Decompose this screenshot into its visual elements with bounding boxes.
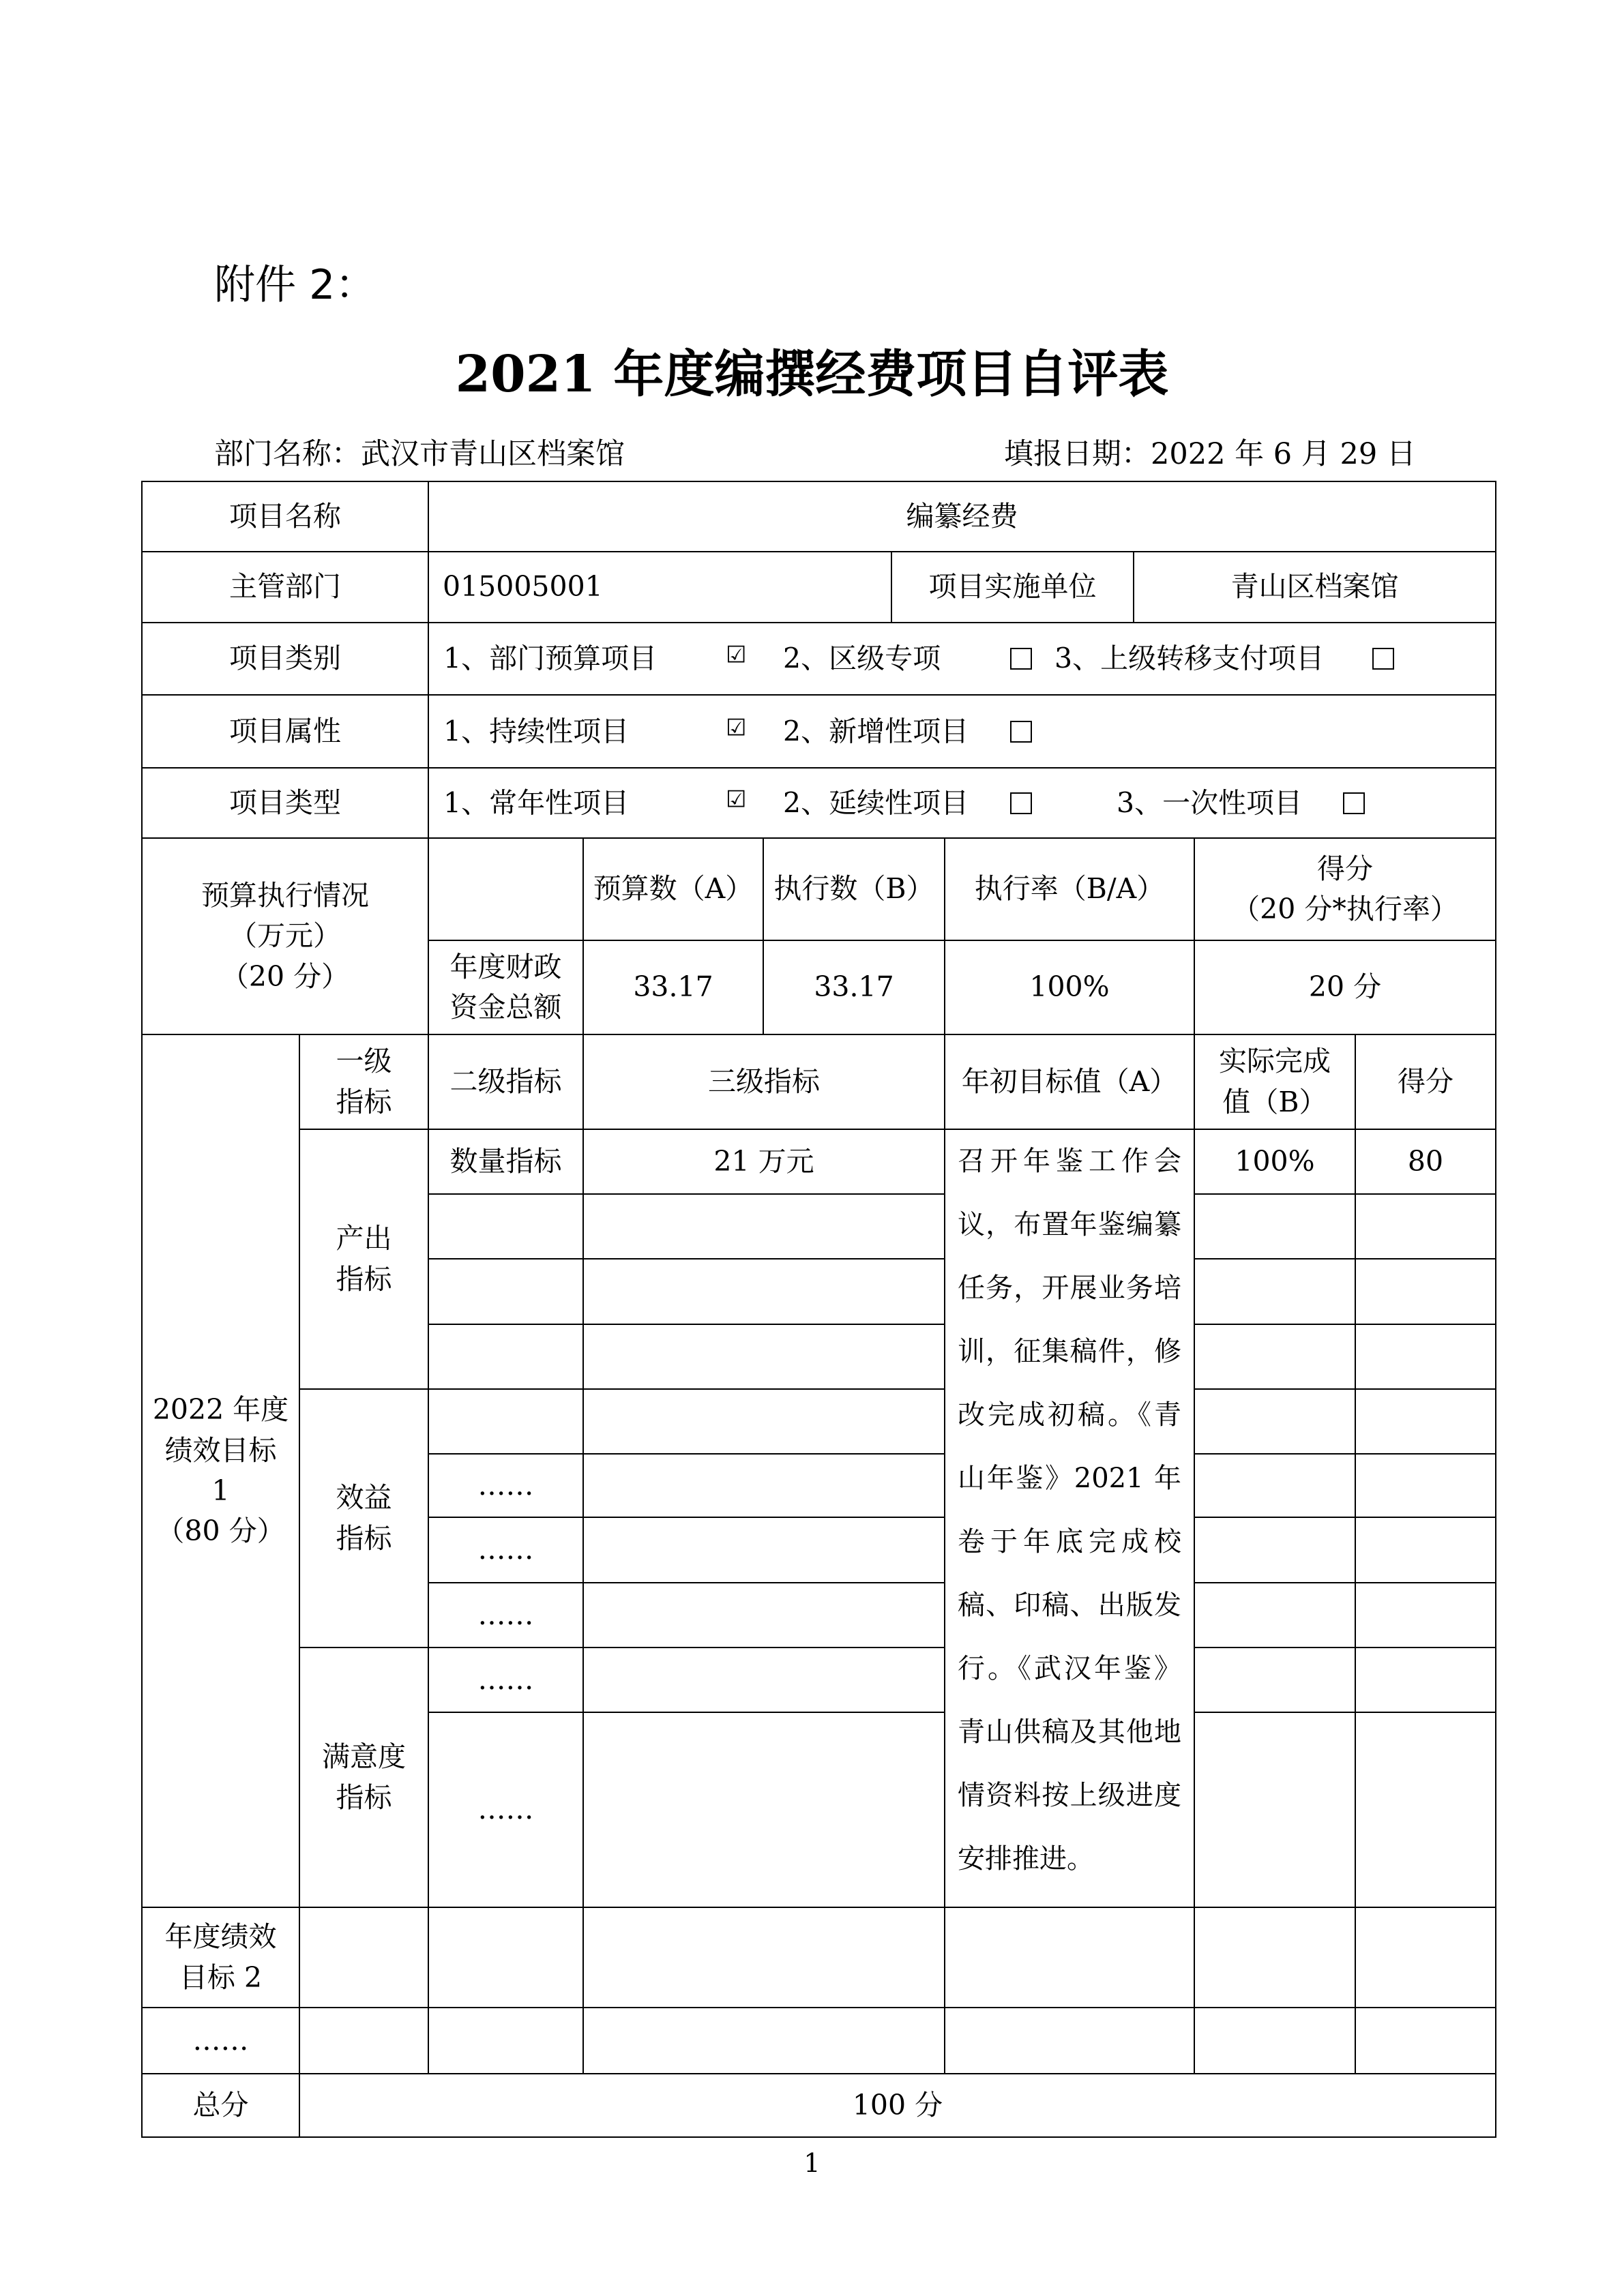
rate-value [944,940,1195,1035]
label-total [141,2073,300,2138]
label-goal-1 [141,1034,300,1908]
empty-cell [582,2007,945,2074]
header-budget-text: 预算数（A） [593,872,754,906]
label-more-goals [141,2007,300,2074]
level2-indicator-text: …… [477,1598,534,1631]
level2-indicator [428,1712,584,1908]
project-name-value [428,481,1496,552]
indicator-score [1355,1258,1496,1325]
empty-cell [582,1907,945,2008]
level2-indicator [428,1647,584,1713]
indicator-score [1355,1712,1496,1908]
project-attribute-options [428,694,1496,769]
label-annual-funds-text: 年度财政 资金总额 [449,950,562,1024]
header-budget [582,837,764,941]
department-code [428,551,892,623]
indicator-score [1355,1647,1496,1713]
level2-indicator-text: …… [477,1533,534,1566]
label-satisfaction [299,1647,429,1908]
level3-indicator [582,1388,945,1455]
impl-unit-value [1133,551,1496,623]
label-output [299,1129,429,1390]
level2-indicator [428,1517,584,1583]
label-project-name-text: 项目名称 [229,499,341,533]
indicator-score-text: 80 [1407,1144,1444,1178]
header-indicator-score-text: 得分 [1398,1064,1453,1098]
label-goal-2 [141,1907,300,2008]
option-label: 2、新增性项目 [783,714,969,747]
report-date: 填报日期：2022 年 6 月 29 日 [1004,437,1416,471]
label-project-type [141,767,429,839]
executed-value-text: 33.17 [814,970,894,1004]
attachment-label: 附件 2： [214,261,377,309]
indicator-score [1355,1129,1496,1195]
indicator-score [1355,1388,1496,1455]
header-level3-text: 三级指标 [708,1064,820,1098]
empty-cell [299,1907,429,2008]
level3-indicator [582,1129,945,1195]
checked-checkbox-icon[interactable]: ☑ [726,713,747,741]
project-type-options [428,767,1496,839]
level2-indicator-text: …… [477,1793,534,1826]
level2-indicator [428,1258,584,1325]
header-level2 [428,1034,584,1130]
actual-value-text: 100% [1235,1144,1315,1178]
level2-indicator-text: …… [477,1663,534,1696]
level2-indicator [428,1324,584,1390]
empty-cell [1355,1907,1496,2008]
indicator-score [1355,1453,1496,1518]
target-description-text: 召开年鉴工作会议，布置年鉴编纂任务，开展业务培训，征集稿件，修改完成初稿。《青山年鉴》2021 年卷于年底完成校稿、印稿、出版发行。《武汉年鉴》青山供稿及其他地情资料按上级进度安排推进。 [958,1146,1181,1875]
level2-indicator-text: 数量指标 [449,1144,562,1178]
checked-checkbox-icon[interactable]: ☑ [726,785,747,813]
header-actual-text: 实际完成 值（B） [1219,1045,1331,1118]
option-label: 3、一次性项目 [1117,786,1303,819]
empty-cell [428,2007,584,2074]
header-level2-text: 二级指标 [449,1064,562,1098]
label-budget-execution [141,837,429,1035]
level3-indicator [582,1324,945,1390]
level2-indicator [428,1129,584,1195]
option-label: 2、延续性项目 [783,786,969,819]
level2-indicator [428,1453,584,1518]
header-level1-text: 一级 指标 [336,1045,392,1118]
label-output-text: 产出 指标 [336,1222,392,1296]
impl-unit-value-text: 青山区档案馆 [1230,570,1399,603]
actual-value [1194,1129,1356,1195]
level3-indicator [582,1712,945,1908]
header-score [1194,837,1496,941]
option-label: 1、常年性项目 [443,786,630,819]
header-executed-text: 执行数（B） [773,872,934,906]
total-value [299,2073,1496,2138]
label-more-goals-text: …… [192,2023,249,2057]
page-number: 1 [803,2148,821,2178]
level3-indicator [582,1453,945,1518]
executed-value [763,940,945,1035]
empty-cell [944,2007,1195,2074]
header-rate [944,837,1195,941]
option-label: 1、部门预算项目 [443,642,658,675]
empty-cell [1355,2007,1496,2074]
label-project-type-text: 项目类型 [229,786,341,819]
header-target [944,1034,1195,1130]
label-budget-execution-text: 预算执行情况 （万元） （20 分） [201,878,369,993]
header-score-text: 得分 （20 分*执行率） [1232,852,1458,925]
actual-value [1194,1453,1356,1518]
level3-indicator [582,1582,945,1648]
indicator-score [1355,1193,1496,1259]
empty-cell [299,2007,429,2074]
level2-indicator [428,1193,584,1259]
header-level3 [582,1034,945,1130]
rate-value-text: 100% [1029,970,1110,1004]
label-project-category [141,622,429,696]
label-project-attribute-text: 项目属性 [229,714,341,747]
level3-indicator [582,1647,945,1713]
empty-cell [1194,1907,1356,2008]
actual-value [1194,1324,1356,1390]
budget-score-value [1194,940,1496,1035]
actual-value [1194,1517,1356,1583]
option-label: 1、持续性项目 [443,714,630,747]
level2-indicator-text: …… [477,1468,534,1502]
indicator-score [1355,1324,1496,1390]
actual-value [1194,1388,1356,1455]
header-target-text: 年初目标值（A） [961,1064,1178,1098]
header-indicator-score [1355,1034,1496,1130]
checked-checkbox-icon[interactable]: ☑ [726,641,747,669]
label-impl-unit [891,551,1134,623]
actual-value [1194,1258,1356,1325]
indicator-score [1355,1517,1496,1583]
header-executed [763,837,945,941]
option-label: 2、区级专项 [783,642,941,675]
empty-cell [428,837,584,941]
empty-cell [944,1907,1195,2008]
project-name-value-text: 编纂经费 [906,499,1018,533]
actual-value [1194,1582,1356,1648]
total-value-text: 100 分 [852,2088,943,2121]
label-project-name [141,481,429,552]
budget-value [582,940,764,1035]
target-description [944,1129,1195,1908]
unchecked-checkbox-icon[interactable] [1010,792,1032,814]
label-benefit [299,1388,429,1648]
label-goal-1-text: 2022 年度 绩效目标 1 （80 分） [152,1393,289,1548]
project-category-options [428,622,1496,696]
budget-score-value-text: 20 分 [1308,970,1382,1004]
empty-cell [428,1907,584,2008]
header-actual [1194,1034,1356,1130]
actual-value [1194,1193,1356,1259]
department-name: 部门名称：武汉市青山区档案馆 [214,437,625,471]
actual-value [1194,1647,1356,1713]
option-label: 3、上级转移支付项目 [1054,642,1325,675]
label-impl-unit-text: 项目实施单位 [928,570,1097,603]
empty-cell [1194,2007,1356,2074]
actual-value [1194,1712,1356,1908]
level3-indicator [582,1258,945,1325]
label-goal-2-text: 年度绩效 目标 2 [164,1920,277,1994]
label-department [141,551,429,623]
level2-indicator [428,1388,584,1455]
label-annual-funds [428,940,584,1035]
level3-indicator-text: 21 万元 [713,1144,814,1178]
unchecked-checkbox-icon[interactable] [1343,792,1365,814]
budget-value-text: 33.17 [633,970,713,1004]
label-department-text: 主管部门 [229,570,341,603]
label-total-text: 总分 [192,2088,249,2121]
unchecked-checkbox-icon[interactable] [1372,648,1394,670]
label-project-attribute [141,694,429,769]
level2-indicator [428,1582,584,1648]
label-satisfaction-text: 满意度 指标 [322,1740,406,1814]
header-level1 [299,1034,429,1130]
indicator-score [1355,1582,1496,1648]
level3-indicator [582,1517,945,1583]
page-title: 2021 年度编撰经费项目自评表 [455,345,1169,404]
label-benefit-text: 效益 指标 [336,1481,392,1555]
unchecked-checkbox-icon[interactable] [1010,648,1032,670]
header-rate-text: 执行率（B/A） [974,872,1165,906]
department-code-text: 015005001 [443,570,603,603]
label-project-category-text: 项目类别 [229,642,341,675]
level3-indicator [582,1193,945,1259]
unchecked-checkbox-icon[interactable] [1010,721,1032,743]
